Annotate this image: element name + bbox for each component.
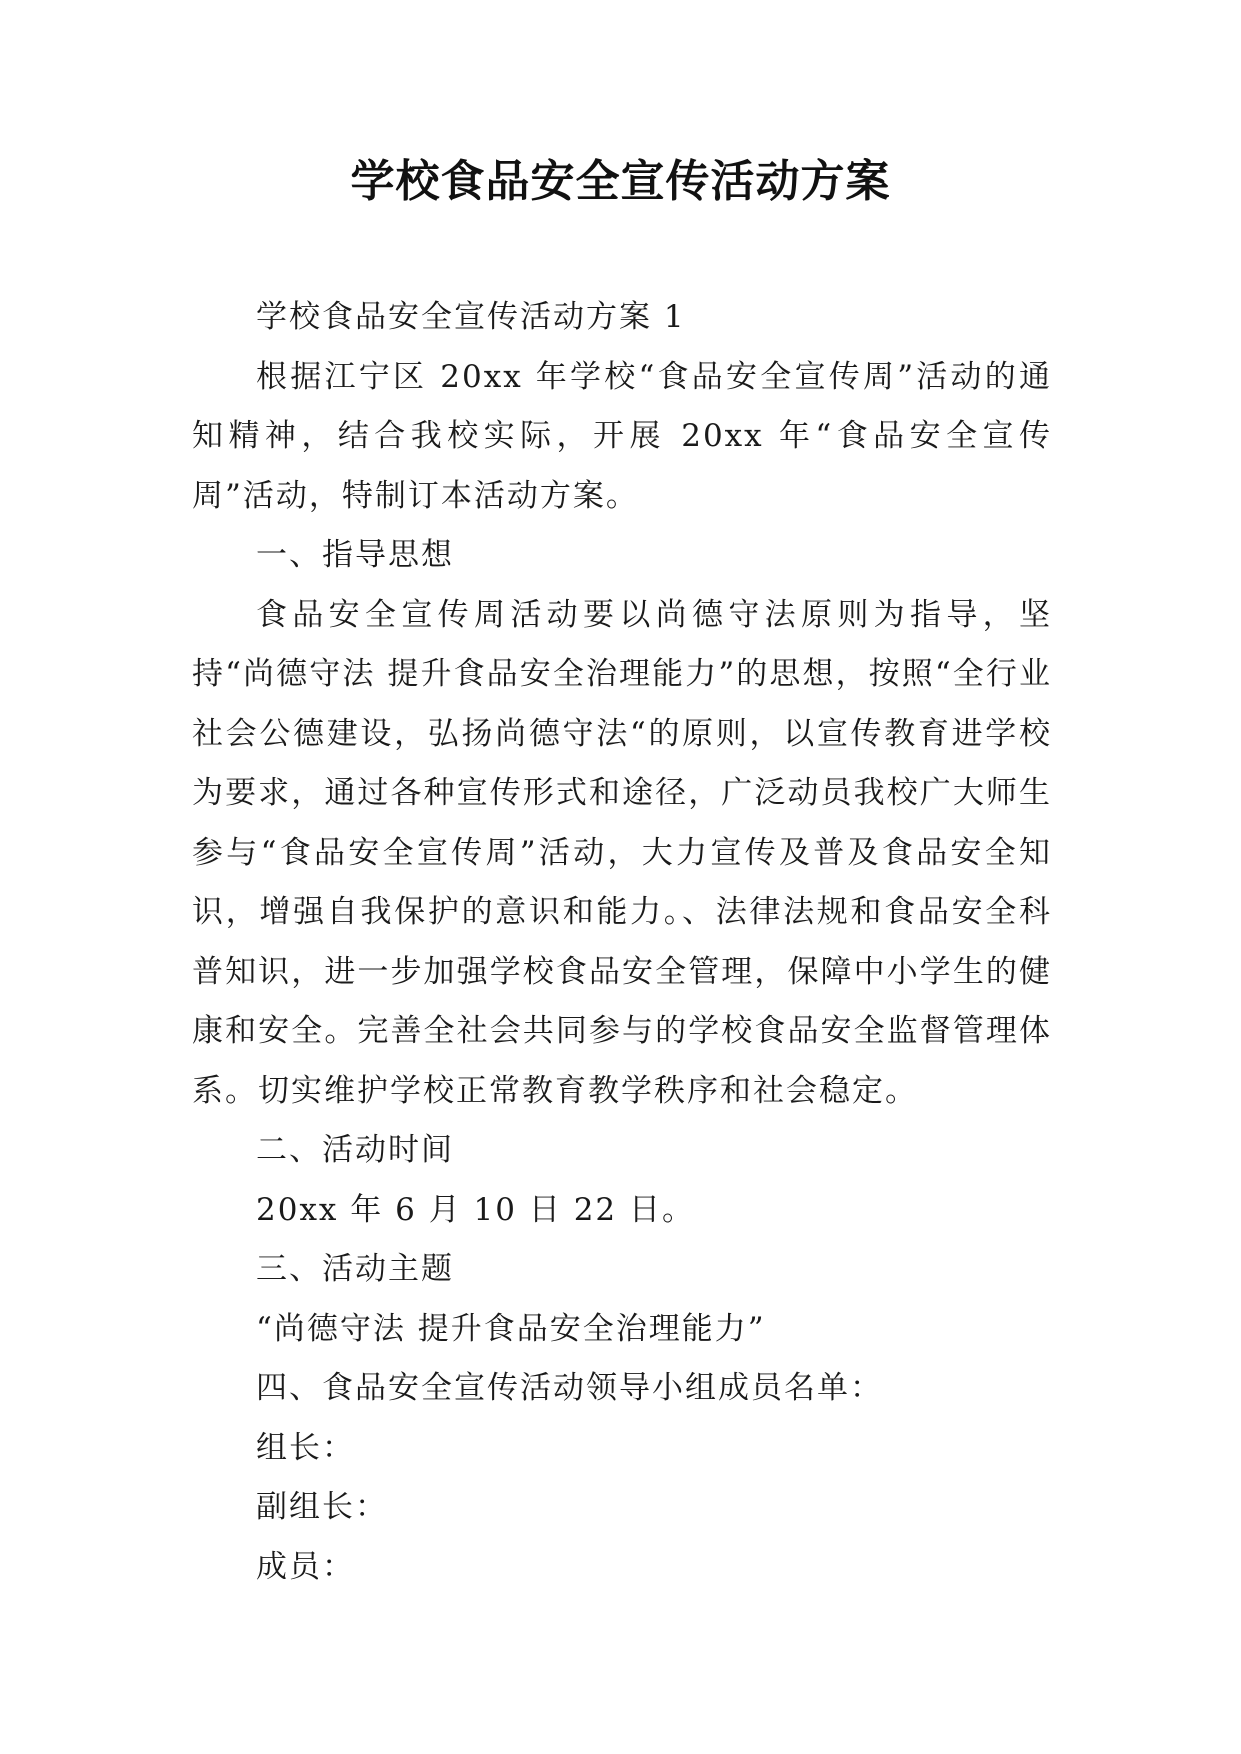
group-leader-label: 组长：: [256, 1429, 355, 1466]
document-body: [192, 288, 1052, 1597]
deputy-leader-label: 副组长：: [256, 1489, 388, 1525]
intro-paragraph: 根据江宁区 20xx 年学校“食品安全宣传周”活动的通知精神，结合我校实际，开展 20xx 年“食品安全宣传周”活动，特制订本活动方案。: [192, 358, 1052, 514]
activity-time-text: 20xx 年 6 月 10 日 22 日。: [256, 1191, 696, 1228]
section-heading-guiding-thought: 一、指导思想: [256, 537, 454, 573]
section-heading-plan-1: 学校食品安全宣传活动方案 1: [256, 299, 686, 335]
section-heading-activity-time: 二、活动时间: [256, 1132, 454, 1168]
section-heading-activity-theme: 三、活动主题: [256, 1251, 454, 1287]
document-title: 学校食品安全宣传活动方案: [350, 156, 891, 207]
members-label: 成员：: [256, 1548, 355, 1585]
activity-theme-text: “尚德守法 提升食品安全治理能力”: [256, 1310, 766, 1347]
guiding-thought-paragraph: 食品安全宣传周活动要以尚德守法原则为指导，坚持“尚德守法 提升食品安全治理能力”的思想，按照“全行业社会公德建设，弘扬尚德守法“的原则，以宣传教育进学校为要求，通过各种宣传形式和途径，广泛动员我校广大师生参与“食品安全宣传周”活动，大力宣传及普及食品安全知识，增强自我保护的意识和能力。、法律法规和食品安全科普知识，进一步加强学校食品安全管理，保障中小学生的健康和安全。完善全社会共同参与的学校食品安全监督管理体系。切实维护学校正常教育教学秩序和社会稳定。: [192, 596, 1052, 1109]
section-heading-leadership-group: 四、食品安全宣传活动领导小组成员名单：: [256, 1370, 883, 1406]
